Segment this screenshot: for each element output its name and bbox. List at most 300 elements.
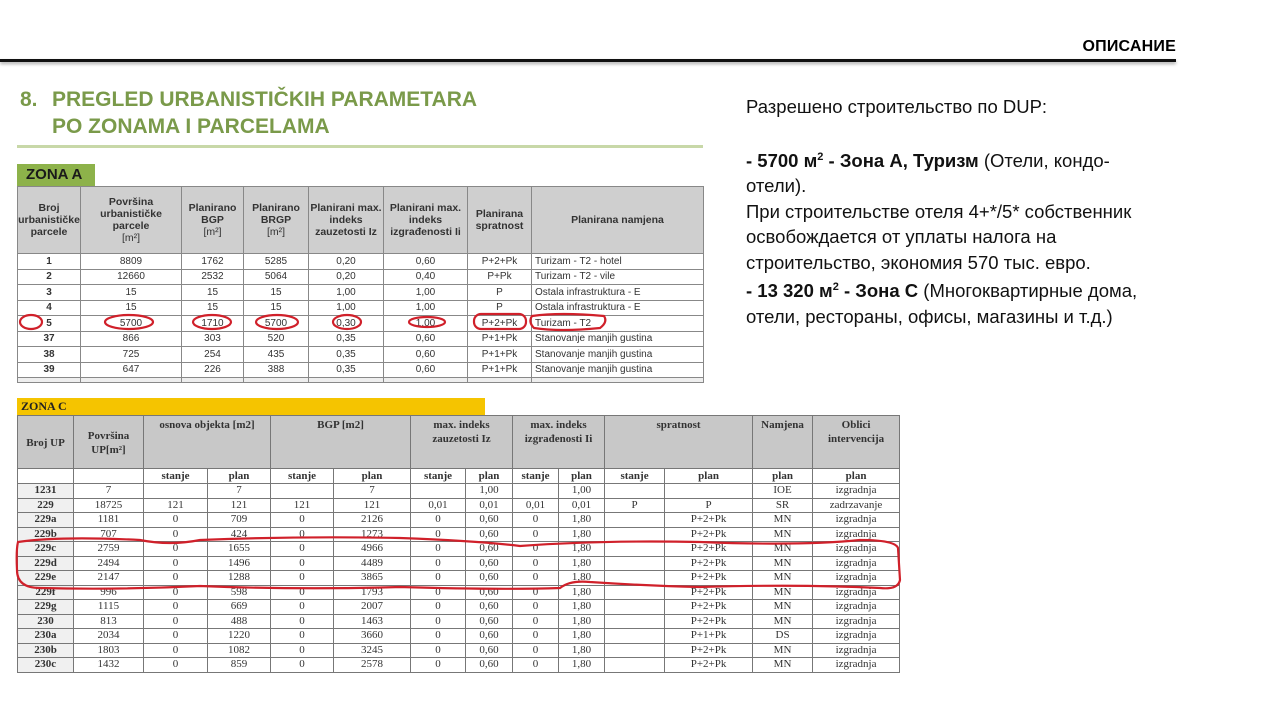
table-cell: [271, 484, 334, 499]
table-cell: MN: [753, 556, 813, 571]
table-cell: 709: [208, 513, 271, 528]
table-cell: [605, 571, 665, 586]
table-cell: 0: [271, 600, 334, 615]
table-cell: 4489: [334, 556, 411, 571]
table-cell: 1,80: [559, 629, 605, 644]
table-cell: 15: [81, 300, 182, 316]
table-cell: izgradnja: [813, 614, 900, 629]
table-cell: 0: [271, 527, 334, 542]
table-cell: 1,80: [559, 542, 605, 557]
table-cell: P: [468, 300, 532, 316]
table-cell: 229b: [18, 527, 74, 542]
table-cell: 1762: [182, 254, 244, 270]
table-cell: 1803: [74, 643, 144, 658]
table-cell: 0,60: [466, 600, 513, 615]
table-cell: 0: [144, 614, 208, 629]
table-cell: 0,20: [309, 269, 384, 285]
table-cell: 647: [81, 362, 182, 378]
table-row: [18, 527, 900, 542]
table-cell: izgradnja: [813, 658, 900, 673]
table-row: [18, 285, 704, 301]
table-cell: 1: [18, 254, 81, 270]
table-cell: 0: [411, 600, 466, 615]
table-cell: 0: [411, 571, 466, 586]
table-cell: 121: [271, 498, 334, 513]
table-cell: 1,80: [559, 600, 605, 615]
table-cell: 859: [208, 658, 271, 673]
table-cell: izgradnja: [813, 542, 900, 557]
table-cell: [605, 614, 665, 629]
table-cell: 0,01: [411, 498, 466, 513]
col-header: Oblici intervencija: [813, 416, 900, 469]
table-row: [18, 347, 704, 363]
table-cell: 1,80: [559, 658, 605, 673]
table-cell: 1,80: [559, 527, 605, 542]
col-header: Površina UP[m²]: [74, 416, 144, 469]
col-header: BGP [m2]: [271, 416, 411, 469]
table-cell: 15: [244, 285, 309, 301]
table-cell: 1288: [208, 571, 271, 586]
table-cell: Turizam - T2 - hotel: [532, 254, 704, 270]
table-cell: 0: [513, 629, 559, 644]
zona-a-label: ZONA A: [17, 164, 95, 186]
table-cell: 1655: [208, 542, 271, 557]
table-row: [18, 362, 704, 378]
table-cell: P+2+Pk: [665, 658, 753, 673]
table-cell: 2034: [74, 629, 144, 644]
table-cell: Ostala infrastruktura - E: [532, 285, 704, 301]
sub-header: stanje: [271, 469, 334, 484]
header-label: ОПИСАНИЕ: [1082, 38, 1176, 55]
sub-header: plan: [665, 469, 753, 484]
table-cell: P: [605, 498, 665, 513]
table-cell: Turizam - T2 - vile: [532, 269, 704, 285]
table-cell: 0,60: [466, 658, 513, 673]
table-cell: MN: [753, 585, 813, 600]
table-cell: izgradnja: [813, 585, 900, 600]
table-cell: 0,60: [466, 542, 513, 557]
table-cell: 0,60: [466, 513, 513, 528]
table-cell: IOE: [753, 484, 813, 499]
table-cell: 0: [271, 542, 334, 557]
table-cell: 0: [513, 542, 559, 557]
sub-header: plan: [813, 469, 900, 484]
table-cell: P: [468, 285, 532, 301]
sub-header: [18, 469, 74, 484]
sub-header: [74, 469, 144, 484]
title-divider: [17, 145, 703, 148]
table-cell: 0,60: [466, 527, 513, 542]
sub-header: stanje: [411, 469, 466, 484]
table-cell: 0,60: [384, 347, 468, 363]
table-cell: [605, 484, 665, 499]
table-cell: 230a: [18, 629, 74, 644]
sub-header: plan: [559, 469, 605, 484]
table-cell: 226: [182, 362, 244, 378]
table-cell: P+2+Pk: [665, 571, 753, 586]
table-cell: P+2+Pk: [665, 600, 753, 615]
table-cell: 4966: [334, 542, 411, 557]
table-cell: 435: [244, 347, 309, 363]
table-cell: 1710: [182, 316, 244, 332]
table-cell: 0,60: [466, 643, 513, 658]
table-cell: 0: [411, 614, 466, 629]
table-cell: P+Pk: [468, 269, 532, 285]
table-cell: 1,00: [384, 300, 468, 316]
description-panel: [746, 94, 1166, 329]
col-header: osnova objekta [m2]: [144, 416, 271, 469]
table-cell: 2759: [74, 542, 144, 557]
table-cell: 12660: [81, 269, 182, 285]
table-cell: izgradnja: [813, 643, 900, 658]
table-cell: 388: [244, 362, 309, 378]
table-cell: izgradnja: [813, 513, 900, 528]
table-cell: 3660: [334, 629, 411, 644]
table-cell: [605, 658, 665, 673]
table-cell: 2: [18, 269, 81, 285]
table-cell: 0,60: [466, 556, 513, 571]
table-cell: 2126: [334, 513, 411, 528]
table-cell: P+2+Pk: [468, 254, 532, 270]
table-cell: 7: [208, 484, 271, 499]
table-cell: 424: [208, 527, 271, 542]
table-cell: 7: [74, 484, 144, 499]
table-cell: 1463: [334, 614, 411, 629]
description-item-zona-a: - 5700 $м^2$ - Зона А, Туризм (Отели, кондо-отели).: [746, 149, 1110, 197]
table-cell: 707: [74, 527, 144, 542]
table-cell: 0: [411, 629, 466, 644]
table-cell: izgradnja: [813, 571, 900, 586]
sub-header: plan: [334, 469, 411, 484]
col-header: Površina urbanističke parcele [m²]: [81, 187, 182, 254]
sub-header: plan: [466, 469, 513, 484]
table-cell: 0,60: [384, 362, 468, 378]
table-cell: 0: [144, 571, 208, 586]
table-cell: 2532: [182, 269, 244, 285]
table-cell: 3865: [334, 571, 411, 586]
table-cell: MN: [753, 527, 813, 542]
table-cell: 1793: [334, 585, 411, 600]
table-cell: 2007: [334, 600, 411, 615]
col-header: Broj UP: [18, 416, 74, 469]
table-cell: [513, 484, 559, 499]
table-cell: 15: [182, 285, 244, 301]
table-row: [18, 484, 900, 499]
table-cell: 2494: [74, 556, 144, 571]
table-cell: 15: [182, 300, 244, 316]
table-cell: 1231: [18, 484, 74, 499]
table-cell: 121: [208, 498, 271, 513]
table-cell: 5700: [81, 316, 182, 332]
table-row: [18, 513, 900, 528]
table-cell: 230b: [18, 643, 74, 658]
table-cell: SR: [753, 498, 813, 513]
table-cell: 0,30: [309, 316, 384, 332]
table-cell: 0,40: [384, 269, 468, 285]
table-cell: 121: [334, 498, 411, 513]
table-cell: 0: [513, 527, 559, 542]
table-cell: 0,35: [309, 347, 384, 363]
table-cell: 0: [271, 614, 334, 629]
table-cell: 0: [271, 643, 334, 658]
table-cell: izgradnja: [813, 527, 900, 542]
table-cell: 8809: [81, 254, 182, 270]
table-cell: 229d: [18, 556, 74, 571]
table-cell: 5700: [244, 316, 309, 332]
table-cell: 0: [144, 556, 208, 571]
table-cell: DS: [753, 629, 813, 644]
table-cell: 229a: [18, 513, 74, 528]
table-cell: Stanovanje manjih gustina: [532, 331, 704, 347]
table-cell: 520: [244, 331, 309, 347]
table-cell: 0,60: [466, 614, 513, 629]
table-cell: 1,80: [559, 614, 605, 629]
table-cell: 4: [18, 300, 81, 316]
section-title: [20, 86, 477, 140]
table-row: [18, 629, 900, 644]
section-number: 8.: [20, 88, 38, 111]
zona-a-table: [17, 186, 704, 383]
table-cell: 725: [81, 347, 182, 363]
table-cell: 0: [513, 643, 559, 658]
table-cell: 0: [271, 585, 334, 600]
description-item-zona-c: - 13 320 $м^2$ - Зона С (Многоквартирные дома, отели, рестораны, офисы, магазины и т.д.): [746, 280, 1138, 327]
table-cell: 18725: [74, 498, 144, 513]
table-cell: 37: [18, 331, 81, 347]
table-cell: MN: [753, 513, 813, 528]
sub-header: plan: [208, 469, 271, 484]
table-cell: 2578: [334, 658, 411, 673]
table-cell: 0,01: [559, 498, 605, 513]
table-cell: 0: [144, 527, 208, 542]
table-row: [18, 600, 900, 615]
table-cell: izgradnja: [813, 484, 900, 499]
table-cell: 1,00: [559, 484, 605, 499]
table-cell: 1273: [334, 527, 411, 542]
zona-a-header-row: [18, 187, 704, 254]
table-cell: 1181: [74, 513, 144, 528]
spacer-row: [18, 378, 704, 383]
table-row: [18, 542, 900, 557]
table-cell: 0,35: [309, 362, 384, 378]
table-cell: 0: [271, 629, 334, 644]
table-cell: 0: [271, 571, 334, 586]
table-cell: 0: [513, 585, 559, 600]
table-cell: 0,60: [384, 331, 468, 347]
table-cell: izgradnja: [813, 556, 900, 571]
table-row: [18, 254, 704, 270]
table-cell: 0: [513, 556, 559, 571]
table-cell: 0: [411, 658, 466, 673]
section-title-line1: PREGLED URBANISTIČKIH PARAMETARA: [52, 88, 478, 111]
table-cell: 0: [411, 556, 466, 571]
table-cell: 1082: [208, 643, 271, 658]
table-cell: 3: [18, 285, 81, 301]
table-cell: P+2+Pk: [468, 316, 532, 332]
table-cell: [605, 600, 665, 615]
table-cell: 1,00: [309, 300, 384, 316]
table-cell: 0,60: [466, 585, 513, 600]
table-cell: 866: [81, 331, 182, 347]
zona-c-label: ZONA C: [17, 398, 485, 415]
table-cell: 1,80: [559, 513, 605, 528]
header-divider: [0, 59, 1176, 62]
table-cell: 1115: [74, 600, 144, 615]
table-cell: 121: [144, 498, 208, 513]
table-cell: 0: [271, 513, 334, 528]
table-cell: 0: [144, 513, 208, 528]
description-note-tax: При строительстве отеля 4+*/5* собственник освобождается от уплаты налога на строительство, экономия 570 тыс. евро.: [746, 200, 1132, 273]
table-cell: 0: [411, 513, 466, 528]
table-cell: 230c: [18, 658, 74, 673]
table-cell: 0,01: [513, 498, 559, 513]
table-cell: 0: [144, 585, 208, 600]
table-cell: [605, 513, 665, 528]
table-cell: MN: [753, 614, 813, 629]
table-cell: 813: [74, 614, 144, 629]
zona-c-subheader-row: [18, 469, 900, 484]
table-cell: P+1+Pk: [468, 347, 532, 363]
table-cell: 1220: [208, 629, 271, 644]
table-cell: 1,80: [559, 585, 605, 600]
table-cell: P+2+Pk: [665, 643, 753, 658]
table-cell: 0: [144, 629, 208, 644]
col-header: spratnost: [605, 416, 753, 469]
table-cell: 0,01: [466, 498, 513, 513]
table-cell: 0: [513, 571, 559, 586]
table-cell: [605, 527, 665, 542]
table-cell: Turizam - T2: [532, 316, 704, 332]
table-cell: P: [665, 498, 753, 513]
zona-c-header-row: [18, 416, 900, 469]
table-row: [18, 643, 900, 658]
table-cell: 229: [18, 498, 74, 513]
table-cell: 39: [18, 362, 81, 378]
col-header: Planirani max. indeks zauzetosti Iz: [309, 187, 384, 254]
table-cell: 598: [208, 585, 271, 600]
table-cell: 229e: [18, 571, 74, 586]
sub-header: stanje: [513, 469, 559, 484]
table-cell: izgradnja: [813, 629, 900, 644]
table-cell: 0,60: [466, 571, 513, 586]
table-cell: 488: [208, 614, 271, 629]
col-header: max. indeks izgrađenosti Ii: [513, 416, 605, 469]
table-cell: 2147: [74, 571, 144, 586]
table-cell: zadrzavanje: [813, 498, 900, 513]
table-cell: 0: [513, 600, 559, 615]
table-cell: [605, 643, 665, 658]
table-row: [18, 571, 900, 586]
table-cell: Stanovanje manjih gustina: [532, 347, 704, 363]
table-cell: P+2+Pk: [665, 527, 753, 542]
sub-header: stanje: [144, 469, 208, 484]
table-cell: MN: [753, 571, 813, 586]
table-cell: P+2+Pk: [665, 513, 753, 528]
table-cell: Ostala infrastruktura - E: [532, 300, 704, 316]
table-cell: 0,60: [384, 254, 468, 270]
col-header: Planirana namjena: [532, 187, 704, 254]
table-cell: 0: [513, 513, 559, 528]
table-cell: izgradnja: [813, 600, 900, 615]
table-cell: 0: [513, 658, 559, 673]
table-cell: P+2+Pk: [665, 542, 753, 557]
table-cell: 0: [271, 556, 334, 571]
table-cell: P+2+Pk: [665, 585, 753, 600]
table-cell: 229g: [18, 600, 74, 615]
table-cell: MN: [753, 542, 813, 557]
table-cell: 0: [144, 600, 208, 615]
table-row: [18, 269, 704, 285]
table-cell: 0,20: [309, 254, 384, 270]
table-cell: [605, 556, 665, 571]
table-row: [18, 585, 900, 600]
table-row: [18, 316, 704, 332]
table-row: [18, 614, 900, 629]
table-cell: Stanovanje manjih gustina: [532, 362, 704, 378]
table-cell: 3245: [334, 643, 411, 658]
table-cell: 15: [81, 285, 182, 301]
zona-c-table: [17, 415, 900, 673]
table-cell: 254: [182, 347, 244, 363]
col-header: max. indeks zauzetosti Iz: [411, 416, 513, 469]
table-cell: 1,00: [384, 285, 468, 301]
table-cell: 5: [18, 316, 81, 332]
table-cell: 1,80: [559, 556, 605, 571]
table-row: [18, 300, 704, 316]
table-cell: 0,60: [466, 629, 513, 644]
table-cell: 0: [513, 614, 559, 629]
table-cell: 5064: [244, 269, 309, 285]
table-cell: 0: [144, 658, 208, 673]
col-header: Broj urbanističke parcele: [18, 187, 81, 254]
table-cell: 0,35: [309, 331, 384, 347]
sub-header: stanje: [605, 469, 665, 484]
table-cell: 669: [208, 600, 271, 615]
table-cell: P+2+Pk: [665, 556, 753, 571]
table-cell: 15: [244, 300, 309, 316]
table-cell: 1,80: [559, 571, 605, 586]
table-cell: [605, 629, 665, 644]
table-cell: 1,00: [309, 285, 384, 301]
table-cell: 0: [411, 643, 466, 658]
table-cell: 1,00: [466, 484, 513, 499]
table-cell: 0: [411, 527, 466, 542]
table-cell: P+2+Pk: [665, 614, 753, 629]
table-row: [18, 556, 900, 571]
table-cell: 0: [144, 643, 208, 658]
table-cell: 303: [182, 331, 244, 347]
section-title-line2: PO ZONAMA I PARCELAMA: [52, 115, 330, 138]
table-cell: [605, 542, 665, 557]
table-cell: 0: [271, 658, 334, 673]
table-cell: P+1+Pk: [665, 629, 753, 644]
col-header: Namjena: [753, 416, 813, 469]
description-intro: Разрешено строительство по DUP:: [746, 96, 1048, 117]
table-cell: 1,00: [384, 316, 468, 332]
table-cell: MN: [753, 600, 813, 615]
table-cell: [144, 484, 208, 499]
table-cell: 0: [411, 542, 466, 557]
table-cell: MN: [753, 658, 813, 673]
table-cell: 229f: [18, 585, 74, 600]
table-cell: 229c: [18, 542, 74, 557]
table-cell: 38: [18, 347, 81, 363]
col-header: Planirani max. indeks izgrađenosti Ii: [384, 187, 468, 254]
table-cell: 996: [74, 585, 144, 600]
table-cell: 230: [18, 614, 74, 629]
table-cell: 0: [144, 542, 208, 557]
table-cell: 1,80: [559, 643, 605, 658]
